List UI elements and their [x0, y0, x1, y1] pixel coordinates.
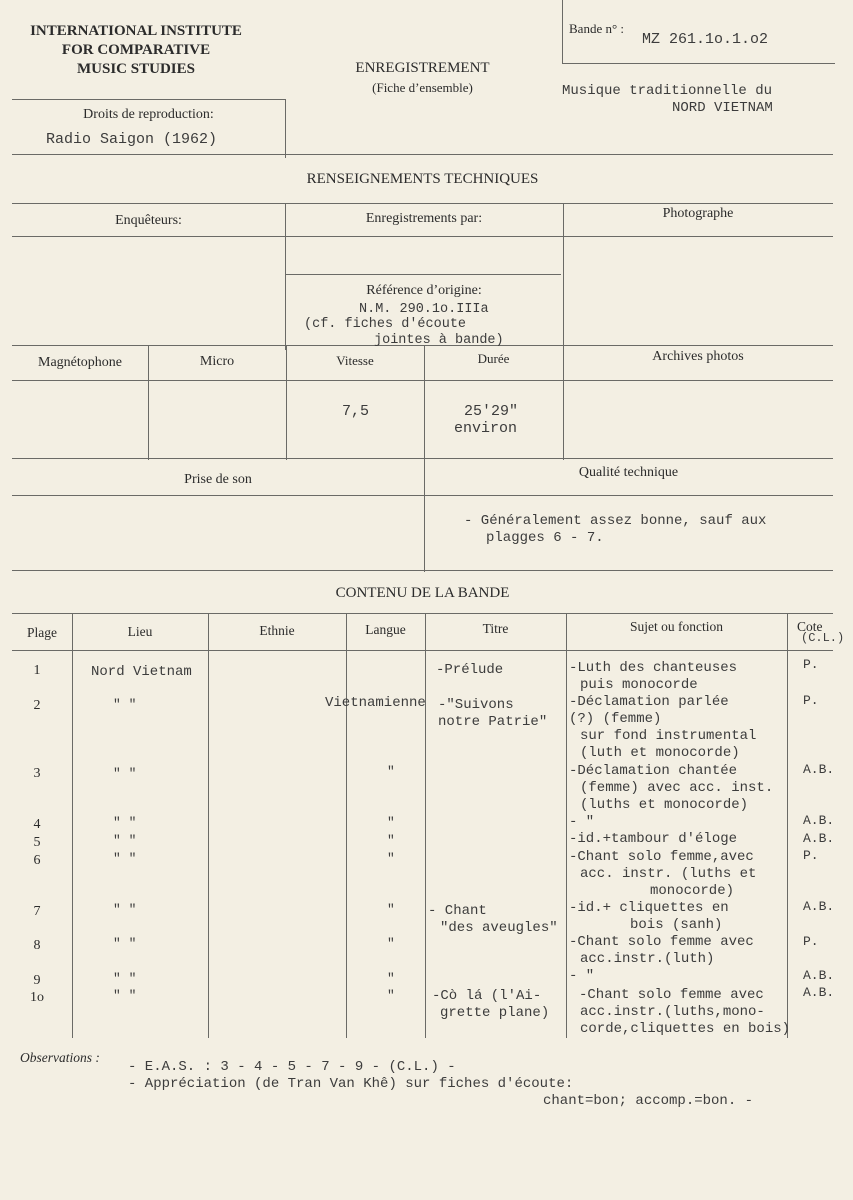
rule [346, 613, 347, 1038]
sujet-line: -id.+ cliquettes en [569, 900, 729, 916]
enqueteurs-label: Enquêteurs: [115, 213, 182, 228]
plage-number: 7 [33, 904, 41, 919]
col-header-titre: Titre [482, 621, 509, 636]
sujet-line: (femme) avec acc. inst. [580, 780, 774, 796]
musique-title-line: Musique traditionnelle du [562, 83, 773, 99]
prise-de-son-label: Prise de son [184, 472, 252, 487]
lieu-ditto: " " [113, 697, 137, 712]
duree-label: Durée [477, 351, 510, 366]
rule [12, 570, 833, 571]
sujet-line: - " [569, 968, 595, 984]
rule [12, 380, 833, 381]
bande-label: Bande n° : [569, 21, 625, 36]
langue-cell: Vietnamienne [325, 695, 426, 711]
sujet-line: -Déclamation parlée [569, 694, 729, 710]
rule [12, 236, 833, 237]
titre-line: grette plane) [440, 1005, 550, 1021]
observation-line: chant=bon; accomp.=bon. - [543, 1093, 754, 1109]
rule [562, 0, 563, 63]
enregistrements-par-label: Enregistrements par: [365, 211, 483, 226]
lieu-ditto: " " [113, 902, 137, 917]
cote-value: A.B. [803, 831, 835, 846]
cote-value: P. [803, 657, 819, 672]
col-header-lieu: Lieu [127, 624, 153, 639]
col-header-cote: Cote [797, 619, 823, 634]
lieu-ditto: " " [113, 851, 137, 866]
cote-value: P. [803, 693, 819, 708]
plage-number: 9 [33, 973, 41, 988]
institute-name [11, 22, 261, 79]
reference-label: Référence d’origine: [366, 283, 482, 298]
langue-ditto: " [387, 971, 395, 986]
reference-line: jointes à bande) [374, 333, 504, 348]
langue-ditto: " [387, 988, 395, 1003]
langue-ditto: " [387, 902, 395, 917]
langue-ditto: " [387, 764, 395, 779]
reference-line: N.M. 290.1o.IIIa [359, 302, 489, 317]
photographe-label: Photographe [662, 206, 734, 221]
rule [563, 203, 564, 460]
langue-ditto: " [387, 851, 395, 866]
langue-ditto: " [387, 815, 395, 830]
qualite-value-line: plagges 6 - 7. [486, 530, 604, 546]
tech-section-title: RENSEIGNEMENTS TECHNIQUES [306, 171, 539, 187]
cote-value: A.B. [803, 762, 835, 777]
micro-label: Micro [199, 354, 235, 369]
contenu-section-title: CONTENU DE LA BANDE [335, 585, 510, 601]
col-header-ethnie: Ethnie [259, 623, 295, 638]
enregistrement-title: ENREGISTREMENT [355, 60, 490, 76]
duree-value: 25'29" [464, 403, 519, 420]
sujet-line: (luth et monocorde) [580, 745, 740, 761]
titre-line: -Prélude [436, 662, 504, 678]
titre-line: -Cò lá (l'Ai- [432, 988, 542, 1004]
plage-number: 8 [33, 938, 41, 953]
droits-label: Droits de reproduction: [83, 107, 214, 122]
rule [562, 63, 835, 64]
rule [12, 458, 833, 459]
sujet-line: -Luth des chanteuses [569, 660, 738, 676]
col-header-sujet: Sujet ou fonction [630, 619, 723, 634]
rule [12, 650, 833, 651]
titre-line: "des aveugles" [440, 920, 558, 936]
cote-value: A.B. [803, 985, 835, 1000]
droits-value: Radio Saigon (1962) [46, 131, 218, 148]
rule [787, 613, 788, 1038]
lieu-ditto: " " [113, 988, 137, 1003]
sujet-line: (?) (femme) [569, 711, 662, 727]
lieu-ditto: " " [113, 815, 137, 830]
duree-value: environ [454, 420, 518, 437]
plage-number: 6 [33, 853, 41, 868]
institute-line: INTERNATIONAL INSTITUTE [30, 23, 242, 39]
rule [12, 99, 285, 100]
rule [286, 274, 561, 275]
rule [12, 495, 833, 496]
sujet-line: acc. instr. (luths et [580, 866, 757, 882]
col-header-cote-sub: (C.L.) [801, 631, 845, 645]
rule [285, 99, 286, 158]
col-header-plage: Plage [27, 625, 57, 640]
vitesse-value: 7,5 [342, 403, 370, 420]
observation-line: - E.A.S. : 3 - 4 - 5 - 7 - 9 - (C.L.) - [128, 1059, 456, 1075]
titre-line: -"Suivons [438, 697, 514, 713]
lieu-ditto: " " [113, 766, 137, 781]
sujet-line: acc.instr.(luths,mono- [580, 1004, 765, 1020]
bande-number: MZ 261.1o.1.o2 [642, 31, 769, 48]
institute-line: MUSIC STUDIES [77, 61, 195, 77]
cote-value: A.B. [803, 968, 835, 983]
sujet-line: -Chant solo femme,avec [569, 849, 754, 865]
sujet-line: bois (sanh) [630, 917, 723, 933]
plage-number: 5 [33, 835, 41, 850]
lieu-cell: Nord Vietnam [91, 664, 192, 680]
sujet-line: sur fond instrumental [580, 728, 757, 744]
sujet-line: (luths et monocorde) [580, 797, 749, 813]
lieu-ditto: " " [113, 971, 137, 986]
archives-photos-label: Archives photos [652, 349, 744, 364]
cote-value: P. [803, 848, 819, 863]
rule [12, 154, 833, 155]
rule [208, 613, 209, 1038]
magnetophone-label: Magnétophone [38, 355, 122, 370]
qualite-value-line: - Généralement assez bonne, sauf aux [464, 513, 767, 529]
titre-line: - Chant [428, 903, 487, 919]
rule [12, 613, 833, 614]
institute-line: FOR COMPARATIVE [61, 42, 211, 58]
sujet-line: -Chant solo femme avec [569, 934, 754, 950]
rule [425, 613, 426, 1038]
sujet-line: monocorde) [650, 883, 735, 899]
rule [72, 613, 73, 1038]
vitesse-label: Vitesse [336, 353, 374, 368]
plage-number: 2 [33, 698, 41, 713]
col-header-langue: Langue [365, 622, 406, 637]
observations-label: Observations : [20, 1050, 100, 1065]
sujet-line: -Déclamation chantée [569, 763, 738, 779]
plage-number: 1o [30, 990, 44, 1005]
rule [566, 613, 567, 1038]
sujet-line: -Chant solo femme avec [579, 987, 764, 1003]
plage-number: 1 [33, 663, 41, 678]
sujet-line: acc.instr.(luth) [580, 951, 715, 967]
cote-value: A.B. [803, 813, 835, 828]
langue-ditto: " [387, 833, 395, 848]
lieu-ditto: " " [113, 936, 137, 951]
musique-title-line: NORD VIETNAM [672, 100, 773, 116]
rule [12, 203, 833, 204]
sujet-line: -id.+tambour d'éloge [569, 831, 738, 847]
sujet-line: puis monocorde [580, 677, 698, 693]
sujet-line: - " [569, 814, 595, 830]
sujet-line: corde,cliquettes en bois) [580, 1021, 791, 1037]
plage-number: 3 [33, 766, 41, 781]
fiche-subtitle: (Fiche d’ensemble) [372, 80, 473, 95]
cote-value: A.B. [803, 899, 835, 914]
observation-line: - Appréciation (de Tran Van Khê) sur fiches d'écoute: [128, 1076, 574, 1092]
titre-line: notre Patrie" [438, 714, 548, 730]
cote-value: P. [803, 934, 819, 949]
plage-number: 4 [33, 817, 41, 832]
langue-ditto: " [387, 936, 395, 951]
lieu-ditto: " " [113, 833, 137, 848]
reference-line: (cf. fiches d'écoute [304, 317, 467, 332]
qualite-technique-label: Qualité technique [578, 465, 679, 480]
